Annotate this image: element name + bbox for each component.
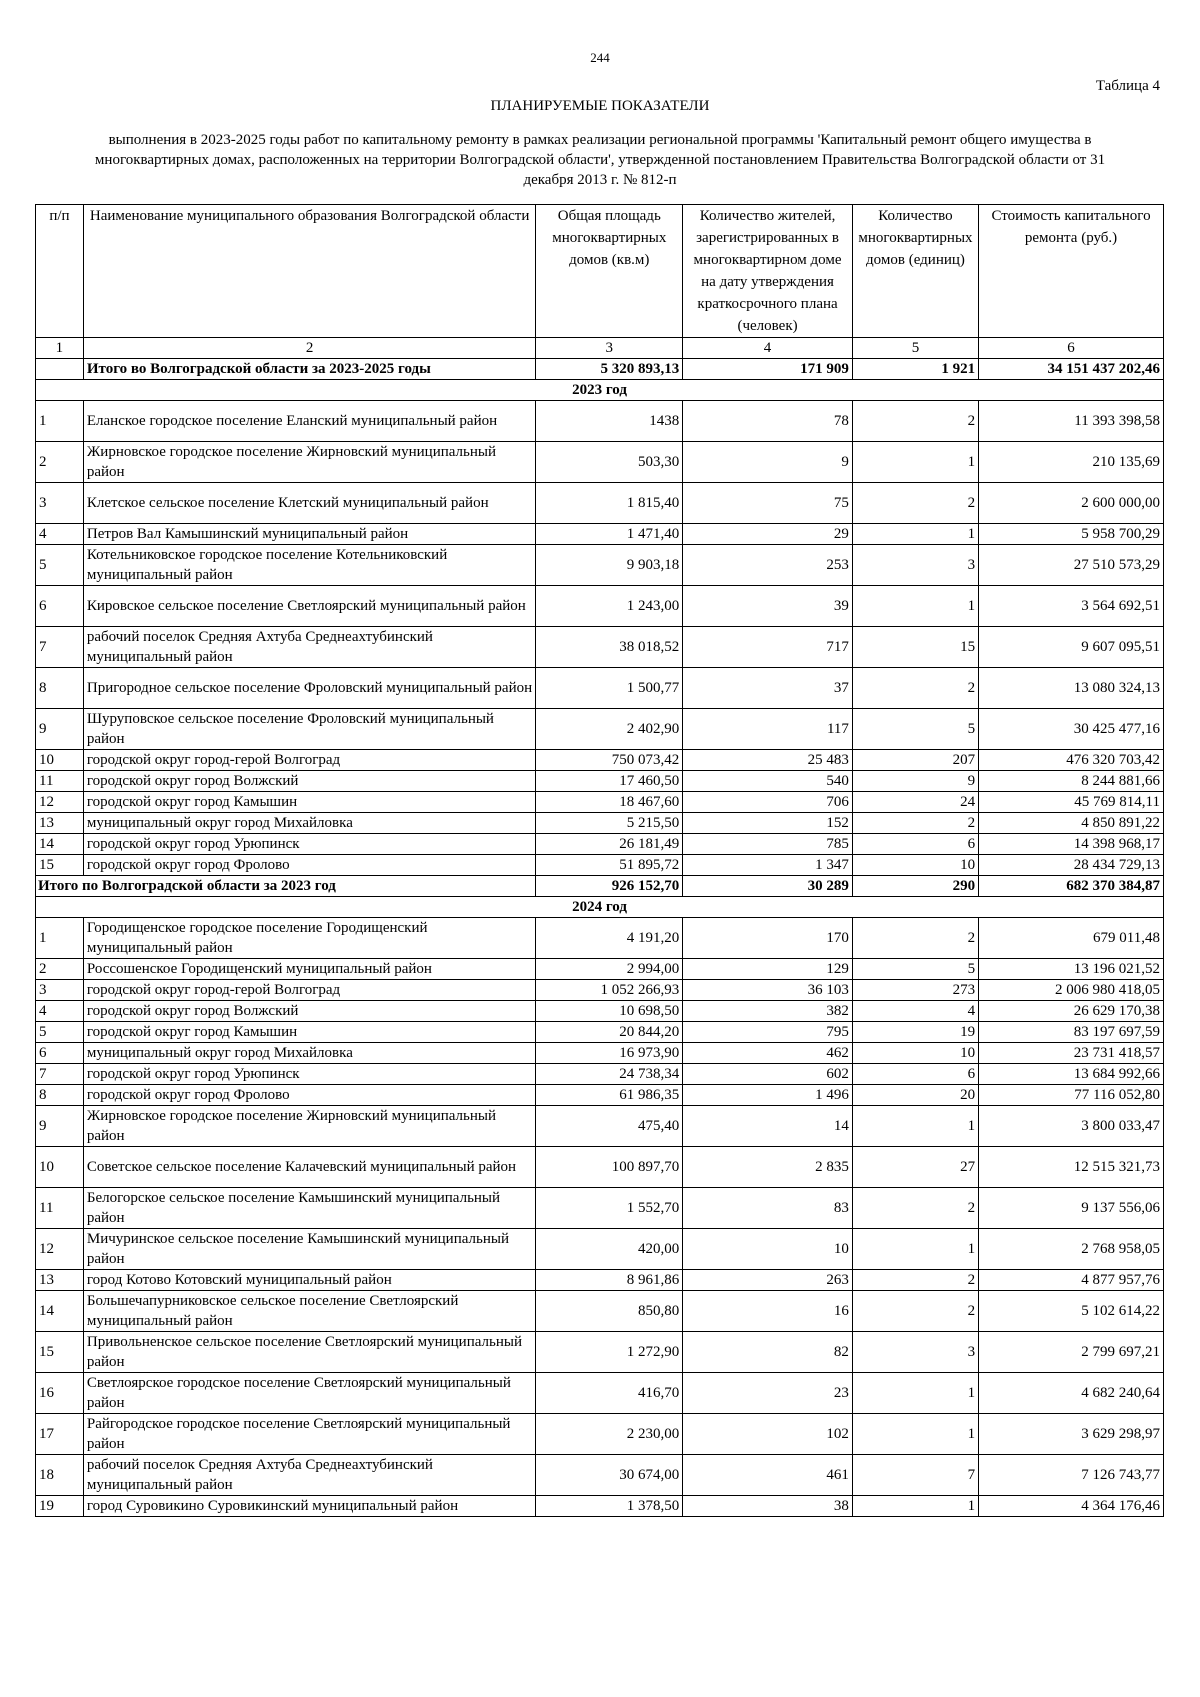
document-subtitle: выполнения в 2023-2025 годы работ по капитальному ремонту в рамках реализации региональной программы 'Капитальный ремонт общего имущества в многоквартирных домах, расположенных на территории Волгоградской области', утвержденной постановлением Правительства Волгоградской области от 31 декабря 2013 г. № 812-п bbox=[94, 132, 1106, 188]
row-name: Россошенское Городищенский муниципальный район bbox=[83, 959, 536, 980]
row-residents: 23 bbox=[683, 1373, 853, 1414]
table-row bbox=[36, 1496, 1164, 1517]
row-name: муниципальный округ город Михайловка bbox=[83, 813, 536, 834]
row-area: 38 018,52 bbox=[536, 627, 683, 668]
row-houses: 2 bbox=[852, 668, 978, 709]
row-residents: 10 bbox=[683, 1229, 853, 1270]
header-num: п/п bbox=[36, 205, 84, 338]
row-cost: 4 877 957,76 bbox=[979, 1270, 1164, 1291]
row-residents: 25 483 bbox=[683, 750, 853, 771]
row-cost: 83 197 697,59 bbox=[979, 1022, 1164, 1043]
row-number: 16 bbox=[36, 1373, 84, 1414]
row-residents: 170 bbox=[683, 918, 853, 959]
row-name: Еланское городское поселение Еланский муниципальный район bbox=[83, 401, 536, 442]
row-houses: 1 bbox=[852, 442, 978, 483]
row-number: 8 bbox=[36, 668, 84, 709]
row-cost: 45 769 814,11 bbox=[979, 792, 1164, 813]
row-name: городской округ город Фролово bbox=[83, 1085, 536, 1106]
row-residents: 38 bbox=[683, 1496, 853, 1517]
row-residents: 29 bbox=[683, 524, 853, 545]
row-number: 11 bbox=[36, 771, 84, 792]
row-area: 51 895,72 bbox=[536, 855, 683, 876]
row-name: городской округ город Камышин bbox=[83, 1022, 536, 1043]
table-label: Таблица 4 bbox=[1095, 78, 1160, 94]
row-area: 503,30 bbox=[536, 442, 683, 483]
row-name: городской округ город Урюпинск bbox=[83, 1064, 536, 1085]
row-residents: 14 bbox=[683, 1106, 853, 1147]
row-number: 14 bbox=[36, 1291, 84, 1332]
row-cost: 11 393 398,58 bbox=[979, 401, 1164, 442]
row-number: 12 bbox=[36, 792, 84, 813]
row-houses: 6 bbox=[852, 834, 978, 855]
row-residents: 706 bbox=[683, 792, 853, 813]
row-residents: 129 bbox=[683, 959, 853, 980]
row-number: 1 bbox=[36, 401, 84, 442]
row-cost: 4 850 891,22 bbox=[979, 813, 1164, 834]
row-number: 13 bbox=[36, 1270, 84, 1291]
indicators-table bbox=[35, 204, 1164, 1517]
grand-total-empty bbox=[36, 359, 84, 380]
row-name: Пригородное сельское поселение Фроловский муниципальный район bbox=[83, 668, 536, 709]
row-area: 1 552,70 bbox=[536, 1188, 683, 1229]
row-houses: 5 bbox=[852, 959, 978, 980]
row-houses: 10 bbox=[852, 855, 978, 876]
row-area: 420,00 bbox=[536, 1229, 683, 1270]
total-2023-row bbox=[36, 876, 1164, 897]
table-row bbox=[36, 483, 1164, 524]
row-number: 13 bbox=[36, 813, 84, 834]
row-name: городской округ город-герой Волгоград bbox=[83, 750, 536, 771]
header-houses: Количество многоквартирных домов (единиц) bbox=[852, 205, 978, 338]
row-cost: 3 800 033,47 bbox=[979, 1106, 1164, 1147]
row-name: городской округ город Волжский bbox=[83, 1001, 536, 1022]
table-row bbox=[36, 401, 1164, 442]
row-number: 1 bbox=[36, 918, 84, 959]
row-area: 61 986,35 bbox=[536, 1085, 683, 1106]
column-number: 3 bbox=[536, 338, 683, 359]
row-residents: 117 bbox=[683, 709, 853, 750]
table-row bbox=[36, 1106, 1164, 1147]
row-name: город Суровикино Суровикинский муниципальный район bbox=[83, 1496, 536, 1517]
row-residents: 263 bbox=[683, 1270, 853, 1291]
table-row bbox=[36, 750, 1164, 771]
row-area: 2 994,00 bbox=[536, 959, 683, 980]
table-row bbox=[36, 1188, 1164, 1229]
table-row bbox=[36, 1291, 1164, 1332]
row-number: 10 bbox=[36, 1147, 84, 1188]
row-number: 9 bbox=[36, 1106, 84, 1147]
row-residents: 382 bbox=[683, 1001, 853, 1022]
row-cost: 3 629 298,97 bbox=[979, 1414, 1164, 1455]
total-2023-houses: 290 bbox=[852, 876, 978, 897]
row-houses: 9 bbox=[852, 771, 978, 792]
row-area: 1 272,90 bbox=[536, 1332, 683, 1373]
row-houses: 15 bbox=[852, 627, 978, 668]
row-area: 2 230,00 bbox=[536, 1414, 683, 1455]
row-name: рабочий поселок Средняя Ахтуба Среднеахтубинский муниципальный район bbox=[83, 627, 536, 668]
row-number: 15 bbox=[36, 1332, 84, 1373]
row-number: 10 bbox=[36, 750, 84, 771]
row-number: 2 bbox=[36, 442, 84, 483]
row-area: 26 181,49 bbox=[536, 834, 683, 855]
row-residents: 152 bbox=[683, 813, 853, 834]
row-area: 1438 bbox=[536, 401, 683, 442]
row-number: 5 bbox=[36, 545, 84, 586]
column-number: 2 bbox=[83, 338, 536, 359]
column-number: 6 bbox=[979, 338, 1164, 359]
row-cost: 2 006 980 418,05 bbox=[979, 980, 1164, 1001]
header-name: Наименование муниципального образования Волгоградской области bbox=[83, 205, 536, 338]
row-number: 19 bbox=[36, 1496, 84, 1517]
row-houses: 1 bbox=[852, 1229, 978, 1270]
row-number: 15 bbox=[36, 855, 84, 876]
row-residents: 1 496 bbox=[683, 1085, 853, 1106]
table-row bbox=[36, 980, 1164, 1001]
row-name: Котельниковское городское поселение Котельниковский муниципальный район bbox=[83, 545, 536, 586]
row-number: 11 bbox=[36, 1188, 84, 1229]
row-houses: 27 bbox=[852, 1147, 978, 1188]
row-houses: 2 bbox=[852, 1270, 978, 1291]
table-row bbox=[36, 545, 1164, 586]
row-houses: 2 bbox=[852, 918, 978, 959]
row-residents: 82 bbox=[683, 1332, 853, 1373]
table-row bbox=[36, 959, 1164, 980]
row-name: городской округ город Камышин bbox=[83, 792, 536, 813]
row-houses: 5 bbox=[852, 709, 978, 750]
row-name: Петров Вал Камышинский муниципальный район bbox=[83, 524, 536, 545]
row-name: Белогорское сельское поселение Камышинский муниципальный район bbox=[83, 1188, 536, 1229]
row-name: Мичуринское сельское поселение Камышинский муниципальный район bbox=[83, 1229, 536, 1270]
row-residents: 78 bbox=[683, 401, 853, 442]
row-residents: 9 bbox=[683, 442, 853, 483]
row-area: 1 243,00 bbox=[536, 586, 683, 627]
row-area: 16 973,90 bbox=[536, 1043, 683, 1064]
row-residents: 16 bbox=[683, 1291, 853, 1332]
row-area: 1 815,40 bbox=[536, 483, 683, 524]
row-houses: 1 bbox=[852, 1106, 978, 1147]
row-cost: 77 116 052,80 bbox=[979, 1085, 1164, 1106]
year-2024-row bbox=[36, 897, 1164, 918]
row-houses: 3 bbox=[852, 1332, 978, 1373]
header-row bbox=[36, 205, 1164, 338]
column-numbers-row bbox=[36, 338, 1164, 359]
header-cost: Стоимость капитального ремонта (руб.) bbox=[979, 205, 1164, 338]
row-number: 5 bbox=[36, 1022, 84, 1043]
year-2023-row bbox=[36, 380, 1164, 401]
column-number: 4 bbox=[683, 338, 853, 359]
row-number: 18 bbox=[36, 1455, 84, 1496]
row-area: 750 073,42 bbox=[536, 750, 683, 771]
row-name: Шуруповское сельское поселение Фроловский муниципальный район bbox=[83, 709, 536, 750]
row-name: муниципальный округ город Михайловка bbox=[83, 1043, 536, 1064]
table-row bbox=[36, 709, 1164, 750]
header-residents: Количество жителей, зарегистрированных в многоквартирном доме на дату утверждения краткосрочного плана (человек) bbox=[683, 205, 853, 338]
row-name: Клетское сельское поселение Клетский муниципальный район bbox=[83, 483, 536, 524]
row-area: 1 052 266,93 bbox=[536, 980, 683, 1001]
row-cost: 13 196 021,52 bbox=[979, 959, 1164, 980]
row-cost: 2 600 000,00 bbox=[979, 483, 1164, 524]
row-houses: 2 bbox=[852, 813, 978, 834]
row-cost: 476 320 703,42 bbox=[979, 750, 1164, 771]
row-residents: 2 835 bbox=[683, 1147, 853, 1188]
row-number: 6 bbox=[36, 586, 84, 627]
column-number: 5 bbox=[852, 338, 978, 359]
row-name: Жирновское городское поселение Жирновский муниципальный район bbox=[83, 1106, 536, 1147]
row-cost: 28 434 729,13 bbox=[979, 855, 1164, 876]
row-area: 416,70 bbox=[536, 1373, 683, 1414]
row-number: 8 bbox=[36, 1085, 84, 1106]
row-residents: 785 bbox=[683, 834, 853, 855]
row-cost: 27 510 573,29 bbox=[979, 545, 1164, 586]
table-row bbox=[36, 1085, 1164, 1106]
table-row bbox=[36, 1043, 1164, 1064]
row-houses: 3 bbox=[852, 545, 978, 586]
row-residents: 37 bbox=[683, 668, 853, 709]
row-area: 20 844,20 bbox=[536, 1022, 683, 1043]
table-row bbox=[36, 771, 1164, 792]
table-row bbox=[36, 1147, 1164, 1188]
row-houses: 1 bbox=[852, 586, 978, 627]
row-area: 2 402,90 bbox=[536, 709, 683, 750]
page-number: 244 bbox=[590, 50, 610, 65]
row-cost: 3 564 692,51 bbox=[979, 586, 1164, 627]
row-residents: 602 bbox=[683, 1064, 853, 1085]
row-name: Райгородское городское поселение Светлоярский муниципальный район bbox=[83, 1414, 536, 1455]
row-houses: 19 bbox=[852, 1022, 978, 1043]
table-row bbox=[36, 918, 1164, 959]
row-houses: 1 bbox=[852, 1373, 978, 1414]
table-row bbox=[36, 668, 1164, 709]
row-residents: 461 bbox=[683, 1455, 853, 1496]
row-area: 18 467,60 bbox=[536, 792, 683, 813]
column-number: 1 bbox=[36, 338, 84, 359]
row-houses: 207 bbox=[852, 750, 978, 771]
row-residents: 36 103 bbox=[683, 980, 853, 1001]
row-number: 3 bbox=[36, 980, 84, 1001]
table-row bbox=[36, 1455, 1164, 1496]
table-row bbox=[36, 834, 1164, 855]
year-2023-label: 2023 год bbox=[36, 380, 1164, 401]
row-cost: 12 515 321,73 bbox=[979, 1147, 1164, 1188]
row-name: город Котово Котовский муниципальный район bbox=[83, 1270, 536, 1291]
row-houses: 2 bbox=[852, 401, 978, 442]
table-row bbox=[36, 442, 1164, 483]
row-houses: 4 bbox=[852, 1001, 978, 1022]
table-row bbox=[36, 1064, 1164, 1085]
row-cost: 679 011,48 bbox=[979, 918, 1164, 959]
table-row bbox=[36, 1229, 1164, 1270]
year-2024-label: 2024 год bbox=[36, 897, 1164, 918]
row-cost: 9 607 095,51 bbox=[979, 627, 1164, 668]
table-row bbox=[36, 524, 1164, 545]
table-row bbox=[36, 1001, 1164, 1022]
total-2023-residents: 30 289 bbox=[683, 876, 853, 897]
row-name: Большечапурниковское сельское поселение Светлоярский муниципальный район bbox=[83, 1291, 536, 1332]
row-residents: 83 bbox=[683, 1188, 853, 1229]
row-number: 4 bbox=[36, 1001, 84, 1022]
row-name: городской округ город Урюпинск bbox=[83, 834, 536, 855]
table-row bbox=[36, 792, 1164, 813]
table-row bbox=[36, 1270, 1164, 1291]
row-cost: 4 682 240,64 bbox=[979, 1373, 1164, 1414]
row-area: 1 471,40 bbox=[536, 524, 683, 545]
table-row bbox=[36, 1022, 1164, 1043]
row-houses: 24 bbox=[852, 792, 978, 813]
row-cost: 8 244 881,66 bbox=[979, 771, 1164, 792]
row-residents: 462 bbox=[683, 1043, 853, 1064]
row-area: 9 903,18 bbox=[536, 545, 683, 586]
row-houses: 2 bbox=[852, 1291, 978, 1332]
row-number: 7 bbox=[36, 1064, 84, 1085]
row-number: 3 bbox=[36, 483, 84, 524]
row-residents: 1 347 bbox=[683, 855, 853, 876]
row-cost: 13 080 324,13 bbox=[979, 668, 1164, 709]
row-name: Советское сельское поселение Калачевский муниципальный район bbox=[83, 1147, 536, 1188]
total-2023-label: Итого по Волгоградской области за 2023 год bbox=[36, 876, 536, 897]
row-cost: 2 768 958,05 bbox=[979, 1229, 1164, 1270]
row-residents: 717 bbox=[683, 627, 853, 668]
row-number: 7 bbox=[36, 627, 84, 668]
row-residents: 540 bbox=[683, 771, 853, 792]
row-residents: 75 bbox=[683, 483, 853, 524]
grand-total-area: 5 320 893,13 bbox=[536, 359, 683, 380]
row-residents: 795 bbox=[683, 1022, 853, 1043]
table-row bbox=[36, 1373, 1164, 1414]
row-area: 850,80 bbox=[536, 1291, 683, 1332]
row-number: 4 bbox=[36, 524, 84, 545]
row-cost: 210 135,69 bbox=[979, 442, 1164, 483]
document-title: ПЛАНИРУЕМЫЕ ПОКАЗАТЕЛИ bbox=[490, 98, 710, 114]
table-row bbox=[36, 1332, 1164, 1373]
row-name: городской округ город-герой Волгоград bbox=[83, 980, 536, 1001]
row-houses: 20 bbox=[852, 1085, 978, 1106]
table-row bbox=[36, 855, 1164, 876]
row-houses: 1 bbox=[852, 1496, 978, 1517]
row-cost: 9 137 556,06 bbox=[979, 1188, 1164, 1229]
row-number: 6 bbox=[36, 1043, 84, 1064]
row-cost: 4 364 176,46 bbox=[979, 1496, 1164, 1517]
row-name: городской округ город Волжский bbox=[83, 771, 536, 792]
row-residents: 253 bbox=[683, 545, 853, 586]
row-houses: 1 bbox=[852, 1414, 978, 1455]
row-name: Городищенское городское поселение Городищенский муниципальный район bbox=[83, 918, 536, 959]
row-area: 100 897,70 bbox=[536, 1147, 683, 1188]
row-cost: 13 684 992,66 bbox=[979, 1064, 1164, 1085]
row-number: 14 bbox=[36, 834, 84, 855]
table-row bbox=[36, 1414, 1164, 1455]
row-area: 1 500,77 bbox=[536, 668, 683, 709]
table-row bbox=[36, 813, 1164, 834]
row-name: Светлоярское городское поселение Светлоярский муниципальный район bbox=[83, 1373, 536, 1414]
row-houses: 7 bbox=[852, 1455, 978, 1496]
table-row bbox=[36, 586, 1164, 627]
row-houses: 1 bbox=[852, 524, 978, 545]
row-cost: 5 102 614,22 bbox=[979, 1291, 1164, 1332]
table-row bbox=[36, 627, 1164, 668]
row-area: 5 215,50 bbox=[536, 813, 683, 834]
row-cost: 2 799 697,21 bbox=[979, 1332, 1164, 1373]
row-area: 8 961,86 bbox=[536, 1270, 683, 1291]
row-number: 9 bbox=[36, 709, 84, 750]
row-cost: 23 731 418,57 bbox=[979, 1043, 1164, 1064]
total-2023-area: 926 152,70 bbox=[536, 876, 683, 897]
total-2023-cost: 682 370 384,87 bbox=[979, 876, 1164, 897]
row-area: 30 674,00 bbox=[536, 1455, 683, 1496]
row-cost: 5 958 700,29 bbox=[979, 524, 1164, 545]
row-area: 475,40 bbox=[536, 1106, 683, 1147]
row-number: 12 bbox=[36, 1229, 84, 1270]
row-houses: 2 bbox=[852, 1188, 978, 1229]
row-cost: 7 126 743,77 bbox=[979, 1455, 1164, 1496]
grand-total-houses: 1 921 bbox=[852, 359, 978, 380]
row-name: Кировское сельское поселение Светлоярский муниципальный район bbox=[83, 586, 536, 627]
row-houses: 2 bbox=[852, 483, 978, 524]
row-name: рабочий поселок Средняя Ахтуба Среднеахтубинский муниципальный район bbox=[83, 1455, 536, 1496]
row-cost: 14 398 968,17 bbox=[979, 834, 1164, 855]
row-houses: 10 bbox=[852, 1043, 978, 1064]
row-name: Жирновское городское поселение Жирновский муниципальный район bbox=[83, 442, 536, 483]
header-area: Общая площадь многоквартирных домов (кв.м) bbox=[536, 205, 683, 338]
row-area: 10 698,50 bbox=[536, 1001, 683, 1022]
row-name: Привольненское сельское поселение Светлоярский муниципальный район bbox=[83, 1332, 536, 1373]
grand-total-cost: 34 151 437 202,46 bbox=[979, 359, 1164, 380]
row-residents: 39 bbox=[683, 586, 853, 627]
row-cost: 30 425 477,16 bbox=[979, 709, 1164, 750]
row-houses: 6 bbox=[852, 1064, 978, 1085]
row-area: 4 191,20 bbox=[536, 918, 683, 959]
row-residents: 102 bbox=[683, 1414, 853, 1455]
row-cost: 26 629 170,38 bbox=[979, 1001, 1164, 1022]
row-area: 1 378,50 bbox=[536, 1496, 683, 1517]
row-number: 2 bbox=[36, 959, 84, 980]
grand-total-label: Итого во Волгоградской области за 2023-2025 годы bbox=[83, 359, 536, 380]
row-area: 24 738,34 bbox=[536, 1064, 683, 1085]
grand-total-residents: 171 909 bbox=[683, 359, 853, 380]
row-houses: 273 bbox=[852, 980, 978, 1001]
row-name: городской округ город Фролово bbox=[83, 855, 536, 876]
row-area: 17 460,50 bbox=[536, 771, 683, 792]
row-number: 17 bbox=[36, 1414, 84, 1455]
grand-total-row bbox=[36, 359, 1164, 380]
